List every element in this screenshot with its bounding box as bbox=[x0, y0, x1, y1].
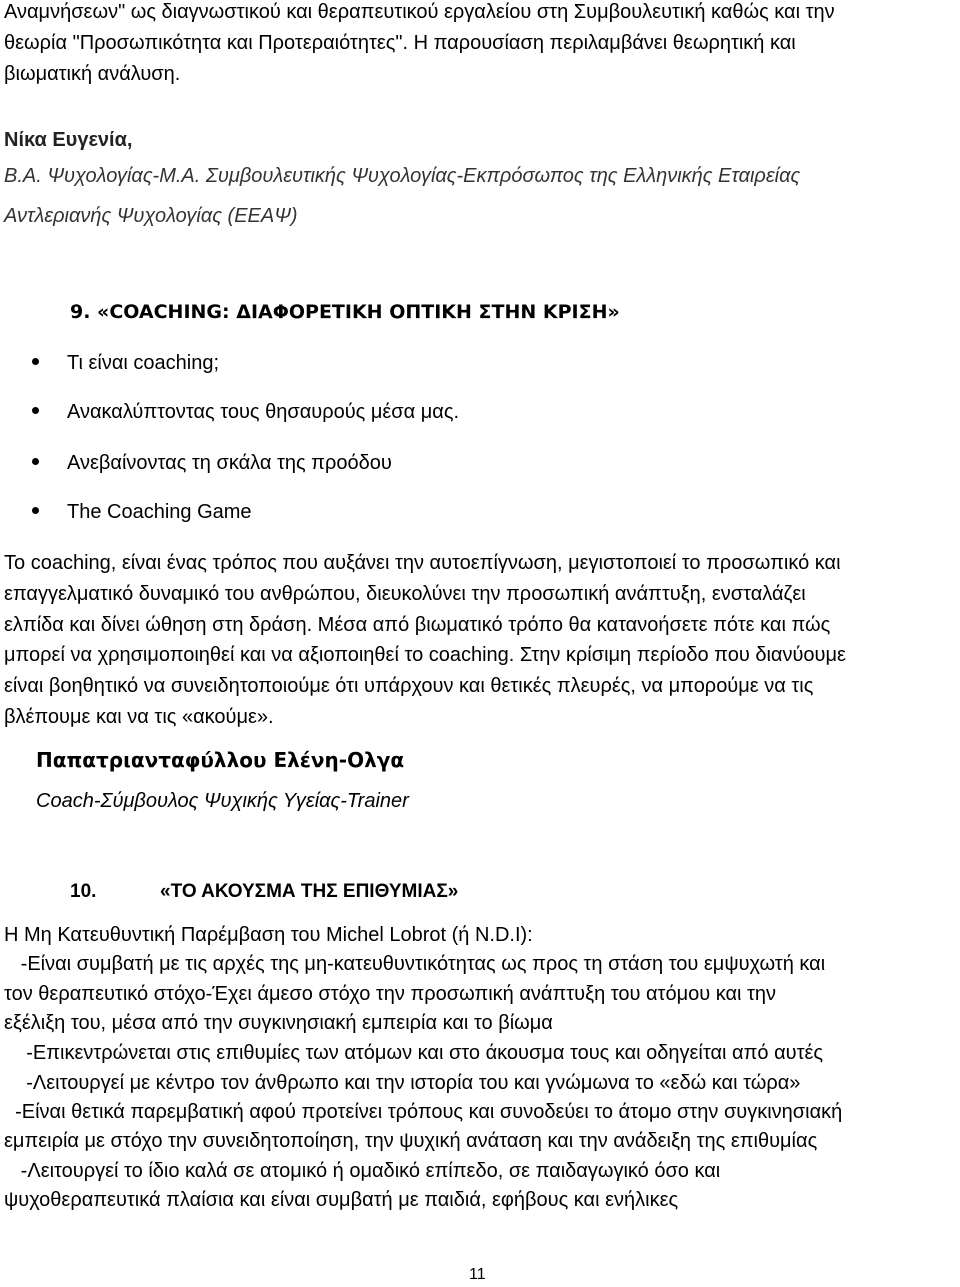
section9-para-2: επαγγελματικό δυναμικό του ανθρώπου, διευκολύνει την προσωπική ανάπτυξη, ενσταλάζει bbox=[4, 583, 806, 605]
bullet-icon bbox=[32, 507, 39, 514]
bullet-icon bbox=[32, 358, 39, 365]
section9-heading: 9. «COACHING: ΔΙΑΦΟΡΕΤΙΚΗ ΟΠΤΙΚΗ ΣΤΗΝ ΚΡΙΣΗ» bbox=[70, 301, 620, 323]
section9-para-1: Το coaching, είναι ένας τρόπος που αυξάνει την αυτοεπίγνωση, μεγιστοποιεί το προσωπικό και bbox=[4, 552, 841, 574]
section10-line-8: εμπειρία με στόχο την συνειδητοποίηση, την ψυχική ανάταση και την ανάδειξη της επιθυμίας bbox=[4, 1130, 818, 1152]
list-item: Τι είναι coaching; bbox=[32, 349, 219, 378]
page-number: 11 bbox=[469, 1266, 486, 1283]
intro-line-3: βιωματική ανάλυση. bbox=[4, 63, 181, 85]
section10-title: «ΤΟ ΑΚΟΥΣΜΑ ΤΗΣ ΕΠΙΘΥΜΙΑΣ» bbox=[160, 881, 459, 902]
section9-para-5: είναι βοηθητικό να συνειδητοποιούμε ότι υπάρχουν και θετικές πλευρές, να μπορούμε να τις bbox=[4, 675, 814, 697]
section10-number: 10. bbox=[70, 881, 97, 902]
section9-para-3: ελπίδα και δίνει ώθηση στη δράση. Μέσα από βιωματικό τρόπο θα κατανοήσετε πότε και πώς bbox=[4, 614, 831, 636]
section9-para-6: βλέπουμε και να τις «ακούμε». bbox=[4, 706, 274, 728]
bullet-icon bbox=[32, 458, 39, 465]
section10-line-7: -Είναι θετικά παρεμβατική αφού προτείνει τρόπους και συνοδεύει το άτομο στην συγκινησιακή bbox=[4, 1101, 843, 1123]
section10-line-1: Η Μη Κατευθυντική Παρέμβαση του Michel Lobrot (ή N.D.I): bbox=[4, 924, 533, 946]
speaker1-name: Νίκα Ευγενία, bbox=[4, 129, 133, 151]
section10-line-5: -Επικεντρώνεται στις επιθυμίες των ατόμων και στο άκουσμα τους και οδηγείται από αυτές bbox=[4, 1042, 824, 1064]
list-item: Ανακαλύπτοντας τους θησαυρούς μέσα μας. bbox=[32, 398, 459, 427]
list-item: The Coaching Game bbox=[32, 498, 252, 527]
section9-speaker-title: Coach-Σύμβουλος Ψυχικής Υγείας-Trainer bbox=[36, 790, 409, 812]
section10-line-10: ψυχοθεραπευτικά πλαίσια και είναι συμβατή με παιδιά, εφήβους και ενήλικες bbox=[4, 1189, 679, 1211]
section10-line-9: -Λειτουργεί το ίδιο καλά σε ατομικό ή ομαδικό επίπεδο, σε παιδαγωγικό όσο και bbox=[4, 1160, 721, 1182]
list-item: Ανεβαίνοντας τη σκάλα της προόδου bbox=[32, 449, 392, 478]
section10-line-4: εξέλιξη του, μέσα από την συγκινησιακή εμπειρία και το βίωμα bbox=[4, 1012, 553, 1034]
section10-line-3: τον θεραπευτικό στόχο-Έχει άμεσο στόχο την προσωπική ανάπτυξη του ατόμου και την bbox=[4, 983, 777, 1005]
speaker1-title-1: Β.Α. Ψυχολογίας-Μ.Α. Συμβουλευτικής Ψυχολογίας-Εκπρόσωπος της Ελληνικής Εταιρείας bbox=[4, 165, 801, 187]
section9-para-4: μπορεί να χρησιμοποιηθεί και να αξιοποιηθεί το coaching. Στην κρίσιμη περίοδο που διανύουμε bbox=[4, 644, 846, 666]
speaker1-title-2: Αντλεριανής Ψυχολογίας (ΕΕΑΨ) bbox=[4, 205, 298, 227]
bullet-icon bbox=[32, 407, 39, 414]
section10-line-2: -Είναι συμβατή με τις αρχές της μη-κατευθυντικότητας ως προς τη στάση του εμψυχωτή και bbox=[4, 953, 826, 975]
section9-speaker: Παπατριανταφύλλου Ελένη-Ολγα bbox=[36, 748, 405, 772]
intro-line-1: Αναμνήσεων" ως διαγνωστικού και θεραπευτικού εργαλείου στη Συμβουλευτική καθώς και την bbox=[4, 1, 835, 23]
section10-line-6: -Λειτουργεί με κέντρο τον άνθρωπο και την ιστορία του και γνώμωνα το «εδώ και τώρα» bbox=[4, 1072, 801, 1094]
intro-line-2: θεωρία "Προσωπικότητα και Προτεραιότητες". Η παρουσίαση περιλαμβάνει θεωρητική και bbox=[4, 32, 796, 54]
